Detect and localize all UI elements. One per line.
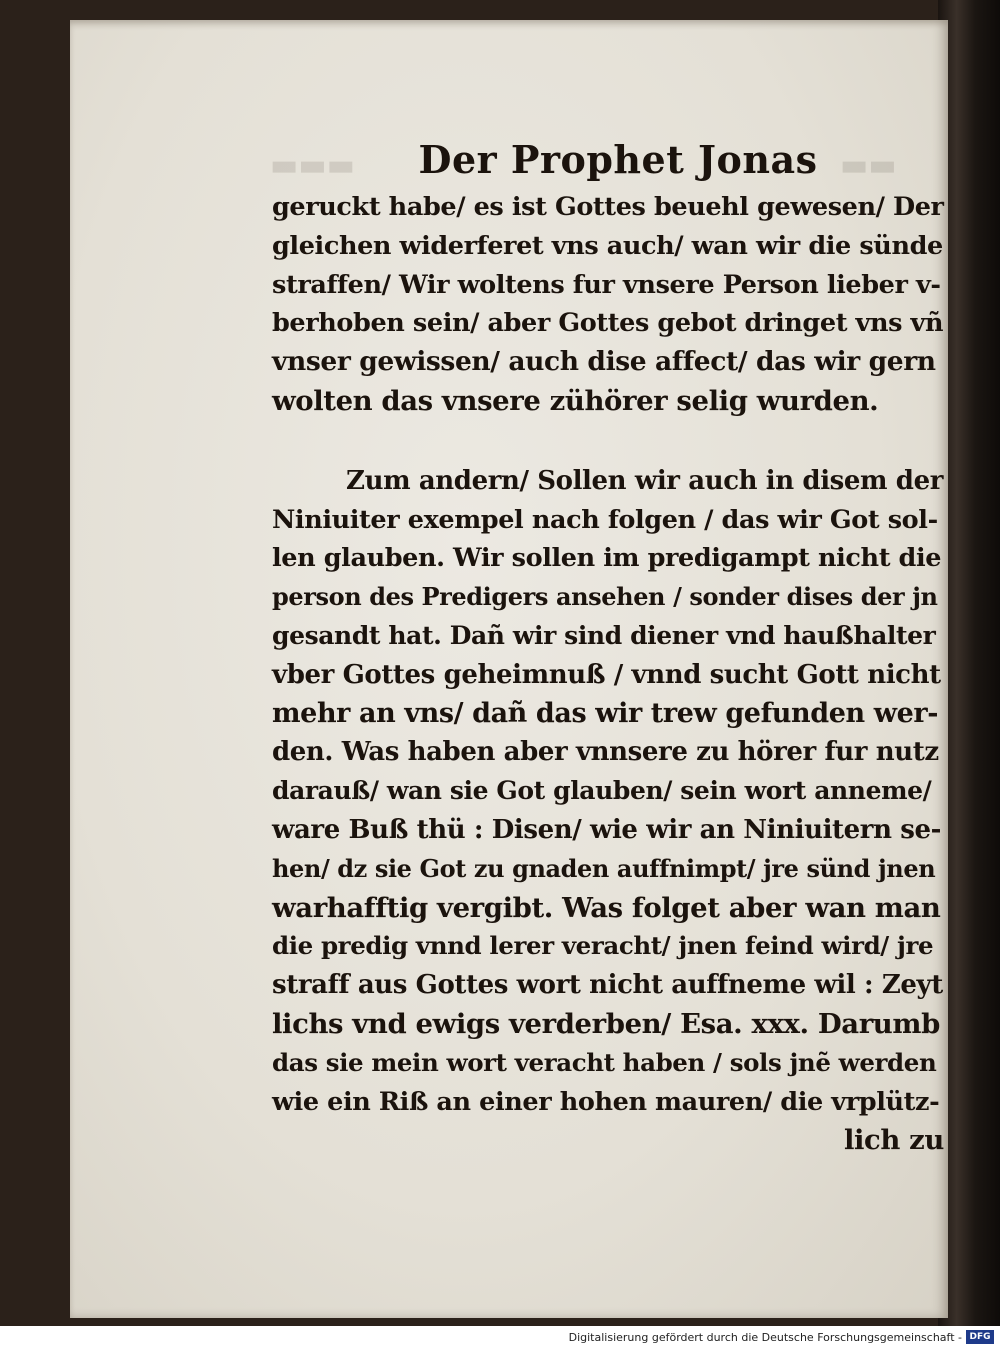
text-line: warhafftig vergibt. Was folget aber wan man xyxy=(272,891,941,924)
text-line: geruckt habe/ es ist Gottes beuehl gewesen/ Der xyxy=(272,192,944,222)
catchword: lich zu xyxy=(843,1124,944,1157)
show-through-mark: ▬▬ xyxy=(840,148,897,183)
text-line: lichs vnd ewigs verderben/ Esa. xxx. Darumb xyxy=(272,1007,940,1040)
text-line: das sie mein wort veracht haben / sols jnẽ werden xyxy=(272,1047,937,1077)
funding-credit: Digitalisierung gefördert durch die Deutsche Forschungsgemeinschaft - xyxy=(568,1331,962,1344)
footer-bar xyxy=(0,1326,1000,1350)
text-line: hen/ dz sie Got zu gnaden auffnimpt/ jre sünd jnen xyxy=(272,853,936,883)
text-line: straff aus Gottes wort nicht auffneme wil : Zeyt xyxy=(272,970,943,1001)
text-line: person des Predigers ansehen / sonder dises der jn xyxy=(272,582,938,612)
text-line: wolten das vnsere zühörer selig wurden. xyxy=(272,384,879,417)
text-line: darauß/ wan sie Got glauben/ sein wort anneme/ xyxy=(272,776,932,806)
text-line: die predig vnnd lerer veracht/ jnen feind wird/ jre xyxy=(272,931,934,961)
text-line: vber Gottes geheimnuß / vnnd sucht Gott nicht xyxy=(272,659,941,690)
paragraph-2 xyxy=(272,462,944,1122)
show-through-mark: ▬▬▬ xyxy=(270,148,356,183)
text-line: straffen/ Wir woltens fur vnsere Person lieber v- xyxy=(272,269,941,300)
text-line: wie ein Riß an einer hohen mauren/ die vrplütz- xyxy=(272,1086,940,1117)
text-line: vnser gewissen/ auch dise affect/ das wir gern xyxy=(272,346,936,378)
text-line: den. Was haben aber vnnsere zu hörer fur nutz xyxy=(272,737,939,768)
text-line: berhoben sein/ aber Gottes gebot dringet vns vñ xyxy=(272,308,944,339)
text-line: gesandt hat. Dañ wir sind diener vnd haußhalter xyxy=(272,620,936,650)
text-line: len glauben. Wir sollen im predigampt nicht die xyxy=(272,543,942,574)
text-line: ware Buß thü : Disen/ wie wir an Niniuitern se- xyxy=(272,814,942,845)
page-text xyxy=(272,136,944,1160)
paragraph-gap xyxy=(272,421,944,462)
text-line: mehr an vns/ dañ das wir trew gefunden wer- xyxy=(272,697,939,729)
page-heading: Der Prophet Jonas xyxy=(418,137,818,182)
dfg-logo-icon[interactable]: DFG xyxy=(966,1330,994,1344)
text-line: Zum andern/ Sollen wir auch in disem der xyxy=(346,465,944,496)
text-line: gleichen widerferet vns auch/ wan wir die sünde xyxy=(272,230,943,261)
paragraph-1 xyxy=(272,188,944,421)
text-line: Niniuiter exempel nach folgen / das wir Got sol- xyxy=(272,504,938,535)
